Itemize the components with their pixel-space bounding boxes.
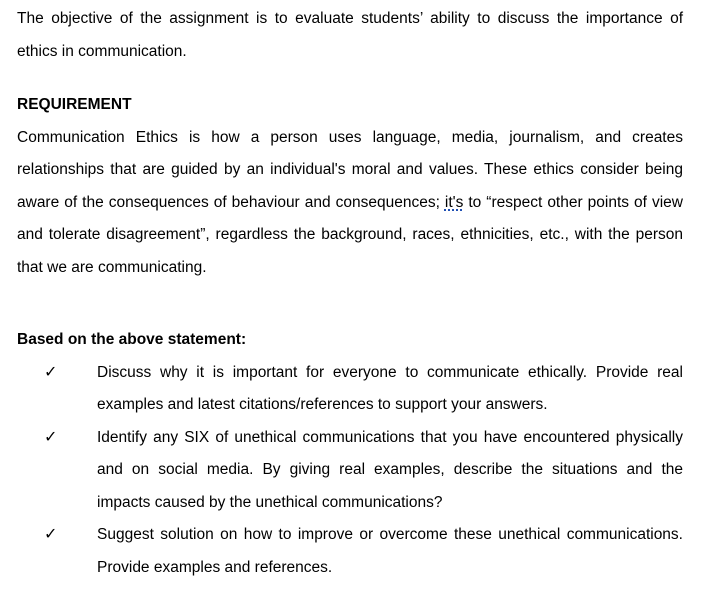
based-on-statement-heading: Based on the above statement:: [17, 331, 247, 348]
list-item: [17, 519, 683, 584]
list-item-text: Discuss why it is important for everyone to communicate ethically. Provide real examples and latest citations/references to support your answers.: [97, 363, 683, 413]
list-item: [17, 357, 683, 422]
requirement-paragraph: [17, 122, 683, 285]
list-item-text: Identify any SIX of unethical communications that you have encountered physically and on social media. By giving real examples, describe the situations and the impacts caused by the unethical communications?: [97, 428, 683, 511]
intro-paragraph: The objective of the assignment is to evaluate students’ ability to discuss the importance of ethics in communication.: [17, 10, 683, 60]
list-item: [17, 422, 683, 520]
requirement-heading: REQUIREMENT: [17, 96, 132, 113]
requirement-text-part-1: Communication Ethics is how a person uses language, media, journalism, and creates relationships that are guided by an individual's moral and values. These ethics consider being aware of the consequences of behaviour and consequences;: [17, 128, 683, 211]
spellcheck-flagged-word[interactable]: it's: [444, 193, 464, 211]
checkmark-icon: ✓: [44, 526, 58, 543]
checkmark-icon: ✓: [44, 428, 58, 446]
list-item-text: Suggest solution on how to improve or overcome these unethical communications. Provide examples and references.: [97, 526, 683, 576]
document-page: [17, 0, 683, 584]
task-list: [17, 357, 683, 585]
checkmark-icon: ✓: [44, 363, 58, 381]
requirement-text-part-2: to “respect other points of view and tolerate disagreement”, regardless the background, races, ethnicities, etc., with the person that we are communicating.: [17, 193, 683, 276]
